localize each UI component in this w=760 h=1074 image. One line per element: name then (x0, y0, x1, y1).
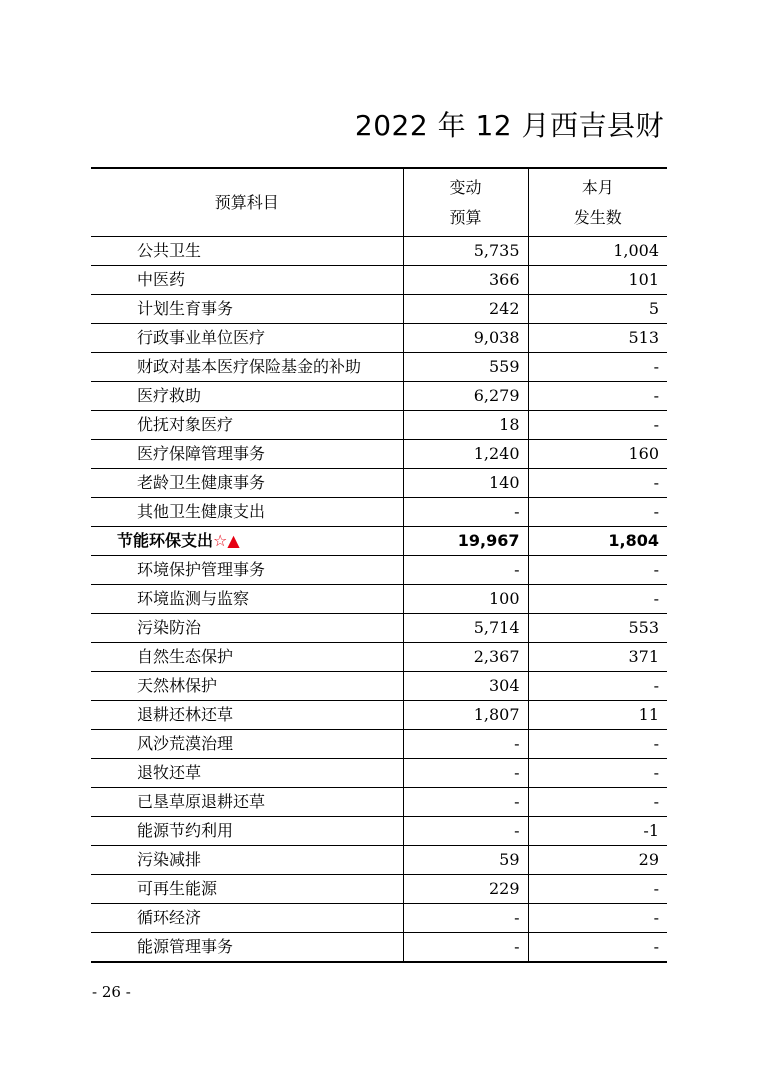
row-monthly: - (528, 759, 667, 788)
row-monthly: 5 (528, 295, 667, 324)
table-row (91, 904, 667, 933)
row-budget: 1,807 (403, 701, 528, 730)
row-subject-label: 行政事业单位医疗 (137, 328, 266, 347)
row-subject (91, 295, 403, 324)
row-subject (91, 701, 403, 730)
row-subject-label: 可再生能源 (137, 879, 218, 898)
row-monthly: 553 (528, 614, 667, 643)
row-subject (91, 672, 403, 701)
budget-table (91, 167, 667, 963)
table-row (91, 237, 667, 266)
row-subject (91, 498, 403, 527)
row-subject-label: 计划生育事务 (137, 299, 234, 318)
row-monthly: 11 (528, 701, 667, 730)
row-monthly: 29 (528, 846, 667, 875)
row-subject (91, 817, 403, 846)
row-monthly: - (528, 672, 667, 701)
row-budget: - (403, 817, 528, 846)
page-title: 2022 年 12 月西吉县财 (354, 109, 664, 142)
row-subject-label: 能源管理事务 (137, 937, 234, 956)
table-row (91, 846, 667, 875)
row-subject-label: 环境保护管理事务 (137, 560, 266, 579)
row-budget: 2,367 (403, 643, 528, 672)
row-monthly: - (528, 411, 667, 440)
row-budget: - (403, 556, 528, 585)
row-subject (91, 411, 403, 440)
row-subject-label: 风沙荒漠治理 (137, 734, 234, 753)
row-subject (91, 382, 403, 411)
header-budget (403, 168, 528, 237)
table-row (91, 527, 667, 556)
table-row (91, 411, 667, 440)
row-budget: 9,038 (403, 324, 528, 353)
row-monthly: 513 (528, 324, 667, 353)
row-monthly: - (528, 469, 667, 498)
table-row (91, 933, 667, 963)
row-monthly: - (528, 730, 667, 759)
table-row (91, 875, 667, 904)
row-budget: - (403, 730, 528, 759)
row-subject-label: 自然生态保护 (137, 647, 234, 666)
row-budget: 559 (403, 353, 528, 382)
row-monthly: -1 (528, 817, 667, 846)
row-budget: 5,714 (403, 614, 528, 643)
row-budget: - (403, 788, 528, 817)
table-row (91, 440, 667, 469)
row-subject (91, 353, 403, 382)
row-budget: - (403, 933, 528, 963)
table-row (91, 556, 667, 585)
star-triangle-marks: ☆▲ (213, 531, 240, 550)
table-row (91, 701, 667, 730)
row-budget: - (403, 498, 528, 527)
header-monthly (528, 168, 667, 237)
row-subject-label: 其他卫生健康支出 (137, 502, 266, 521)
row-subject (91, 440, 403, 469)
row-subject (91, 730, 403, 759)
row-monthly: - (528, 353, 667, 382)
table-row (91, 498, 667, 527)
row-budget: 6,279 (403, 382, 528, 411)
row-subject-label: 污染防治 (137, 618, 202, 637)
row-subject-label: 循环经济 (137, 908, 202, 927)
table-row (91, 759, 667, 788)
row-subject-label: 中医药 (137, 270, 186, 289)
row-budget: - (403, 759, 528, 788)
table-row (91, 266, 667, 295)
table-row (91, 382, 667, 411)
table-row (91, 353, 667, 382)
header-budget-line1: 变动 (449, 177, 482, 197)
row-budget: 140 (403, 469, 528, 498)
row-subject-label: 能源节约利用 (137, 821, 234, 840)
row-budget: 18 (403, 411, 528, 440)
row-subject (91, 933, 403, 963)
row-budget: 242 (403, 295, 528, 324)
row-subject-label: 节能环保支出 (117, 531, 214, 550)
row-subject (91, 237, 403, 266)
table-row (91, 730, 667, 759)
row-monthly: 160 (528, 440, 667, 469)
table-row (91, 585, 667, 614)
row-subject (91, 643, 403, 672)
row-subject-label: 优抚对象医疗 (137, 415, 234, 434)
table-row (91, 643, 667, 672)
row-subject-label: 退牧还草 (137, 763, 202, 782)
row-subject (91, 585, 403, 614)
row-monthly: - (528, 382, 667, 411)
row-subject-label: 天然林保护 (137, 676, 218, 695)
row-budget: 366 (403, 266, 528, 295)
row-budget: 5,735 (403, 237, 528, 266)
row-subject (91, 904, 403, 933)
row-monthly: - (528, 556, 667, 585)
row-subject-label: 环境监测与监察 (137, 589, 250, 608)
row-subject-label: 老龄卫生健康事务 (137, 473, 266, 492)
table-row (91, 614, 667, 643)
row-subject (91, 266, 403, 295)
page-number: - 26 - (92, 983, 131, 1001)
row-budget: 229 (403, 875, 528, 904)
table-header-row (91, 168, 667, 237)
row-subject-label: 医疗保障管理事务 (137, 444, 266, 463)
row-subject (91, 788, 403, 817)
row-budget: 100 (403, 585, 528, 614)
row-subject-label: 污染减排 (137, 850, 202, 869)
row-monthly: - (528, 875, 667, 904)
row-subject-label: 医疗救助 (137, 386, 202, 405)
table-row (91, 295, 667, 324)
row-subject-label: 财政对基本医疗保险基金的补助 (137, 357, 362, 376)
table-row (91, 469, 667, 498)
row-budget: 304 (403, 672, 528, 701)
table-row (91, 788, 667, 817)
row-subject (91, 846, 403, 875)
row-monthly: 101 (528, 266, 667, 295)
row-subject (91, 614, 403, 643)
row-budget: 19,967 (403, 527, 528, 556)
row-budget: 1,240 (403, 440, 528, 469)
row-monthly: - (528, 585, 667, 614)
row-subject-label: 公共卫生 (137, 241, 202, 260)
row-monthly: - (528, 498, 667, 527)
row-subject (91, 469, 403, 498)
table-row (91, 817, 667, 846)
row-subject (91, 324, 403, 353)
header-budget-line2: 预算 (449, 207, 482, 227)
row-subject (91, 556, 403, 585)
row-subject (91, 527, 403, 556)
row-monthly: - (528, 904, 667, 933)
row-monthly: 371 (528, 643, 667, 672)
row-subject (91, 875, 403, 904)
table-row (91, 324, 667, 353)
row-monthly: 1,004 (528, 237, 667, 266)
row-budget: 59 (403, 846, 528, 875)
row-monthly: 1,804 (528, 527, 667, 556)
header-monthly-line1: 本月 (581, 177, 614, 197)
table-row (91, 672, 667, 701)
row-subject-label: 已垦草原退耕还草 (137, 792, 266, 811)
row-monthly: - (528, 933, 667, 963)
row-budget: - (403, 904, 528, 933)
header-subject: 预算科目 (91, 168, 403, 237)
row-subject (91, 759, 403, 788)
row-subject-label: 退耕还林还草 (137, 705, 234, 724)
row-monthly: - (528, 788, 667, 817)
header-monthly-line2: 发生数 (573, 207, 622, 227)
table-body (91, 237, 667, 963)
